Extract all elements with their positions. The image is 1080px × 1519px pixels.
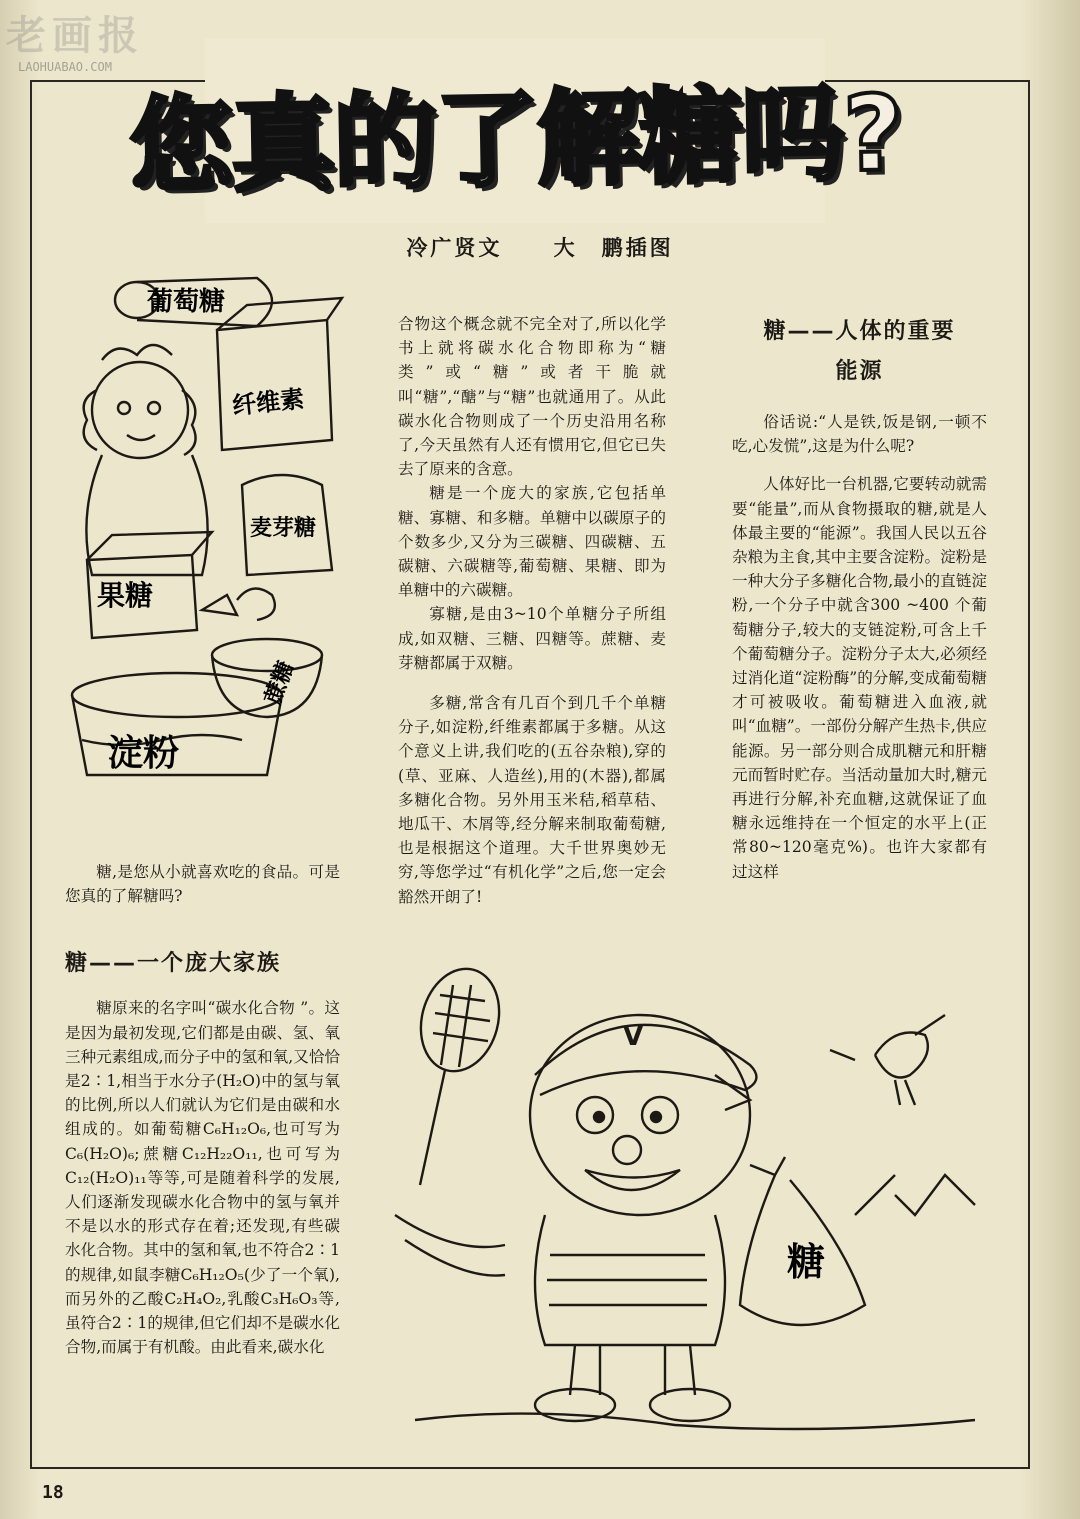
column-3 [732,312,987,884]
label-glucose: 葡萄糖 [147,287,226,317]
bag-label: 糖 [787,1240,826,1284]
sugar-family-illustration [42,270,352,790]
page-title: 您真的了解糖吗? [127,71,903,208]
section-heading-energy-line2: 能源 [835,359,884,384]
tennis-kid-illustration [375,965,1015,1445]
paragraph: 糖是一个庞大的家族,它包括单糖、寡糖、和多糖。单糖中以碳原子的个数多少,又分为三碳糖、四碳糖、五碳糖、六碳糖等,葡萄糖、果糖、即为单糖中的六碳糖。 [398,484,666,600]
cap-letter: V [623,1022,644,1052]
intro-text: 糖,是您从小就喜欢吃的食品。可是您真的了解糖吗? [65,863,340,906]
paragraph: 人体好比一台机器,它要转动就需要“能量”,而从食物摄取的糖,就是人体最主要的“能源”。我国人民以五谷杂粮为主食,其中主要含淀粉。淀粉是一种大分子多糖化合物,最小的直链淀粉,一个分子中就含300 ~400 个葡萄糖分子,较大的支链淀粉,可含上千个葡萄糖分子。淀粉分子太大,必须经过消化道“淀粉酶”的分解,变成葡萄糖才可被吸收。葡萄糖进入血液,就叫“血糖”。一部份分解产生热卡,供应能源。另一部分则合成肌糖元和肝糖元而暂时贮存。当活动量加大时,糖元再进行分解,补充血糖,这就保证了血糖永远维持在一个恒定的水平上(正常80~120毫克%)。也许大家都有过这样 [732,475,987,881]
column-1 [65,860,340,1359]
section-heading-energy [732,312,987,392]
author-credit: 冷广贤文 [406,236,503,260]
label-fructose: 果糖 [97,579,154,612]
label-maltose: 麦芽糖 [250,516,317,541]
watermark-url: LAOHUABAO.COM [18,60,112,74]
label-starch: 淀粉 [107,733,180,774]
section-heading-family: 糖——一个庞大家族 [65,951,282,977]
title-banner [127,38,903,223]
paragraph: 合物这个概念就不完全对了,所以化学书上就将碳水化合物即称为“糖类”或“糖”或者干脆就叫“糖”,“醣”与“糖”也就通用了。从此碳水化合物则成了一个历史沿用名称了,今天虽然有人还有惯用它,但它已失去了原来的含意。 [398,315,666,479]
illustrator-credit: 大 鹏插图 [553,236,674,260]
page-number: 18 [42,1482,64,1503]
paragraph: 糖原来的名字叫“碳水化合物 ”。这是因为最初发现,它们都是由碳、氢、氧三种元素组成,而分子中的氢和氧,又恰恰是2∶1,相当于水分子(H₂O)中的氢与氧的比例,所以人们就认为它们是由碳和水组成的。如葡萄糖C₆H₁₂O₆,也可写为C₆(H₂O)₆;蔗糖C₁₂H₂₂O₁₁,也可写为C₁₂(H₂O)₁₁等等,可是随着科学的发展,人们逐渐发现碳水化合物中的氢与氧并不是以水的形式存在着;还发现,有些碳水化合物。其中的氢和氧,也不符合2∶1的规律,如鼠李糖C₆H₁₂O₅(少了一个氧),而另外的乙酸C₂H₄O₂,乳酸C₃H₆O₃等,虽符合2∶1的规律,但它们却不是碳水化合物,而属于有机酸。由此看来,碳水化 [65,999,341,1357]
label-sucrose: 蔗糖 [260,657,300,708]
label-cellulose: 纤维素 [230,384,306,421]
section-heading-energy-line1: 糖——人体的重要 [763,319,956,344]
column-2 [398,312,666,909]
paragraph: 寡糖,是由3~10个单糖分子所组成,如双糖、三糖、四糖等。蔗糖、麦芽糖都属于双糖。 [398,605,666,672]
byline [0,232,1080,262]
paragraph: 俗话说:“人是铁,饭是钢,一顿不吃,心发慌”,这是为什么呢? [732,413,987,456]
paragraph: 多糖,常含有几百个到几千个单糖分子,如淀粉,纤维素都属于多糖。从这个意义上讲,我们吃的(五谷杂粮),穿的(草、亚麻、人造丝),用的(木器),都属多糖化合物。另外用玉米秸,稻草秸、地瓜干、木屑等,经分解来制取葡萄糖,也是根据这个道理。大千世界奥妙无穷,等您学过“有机化学”之后,您一定会豁然开朗了! [398,694,666,906]
watermark: 老画报 [6,13,144,59]
